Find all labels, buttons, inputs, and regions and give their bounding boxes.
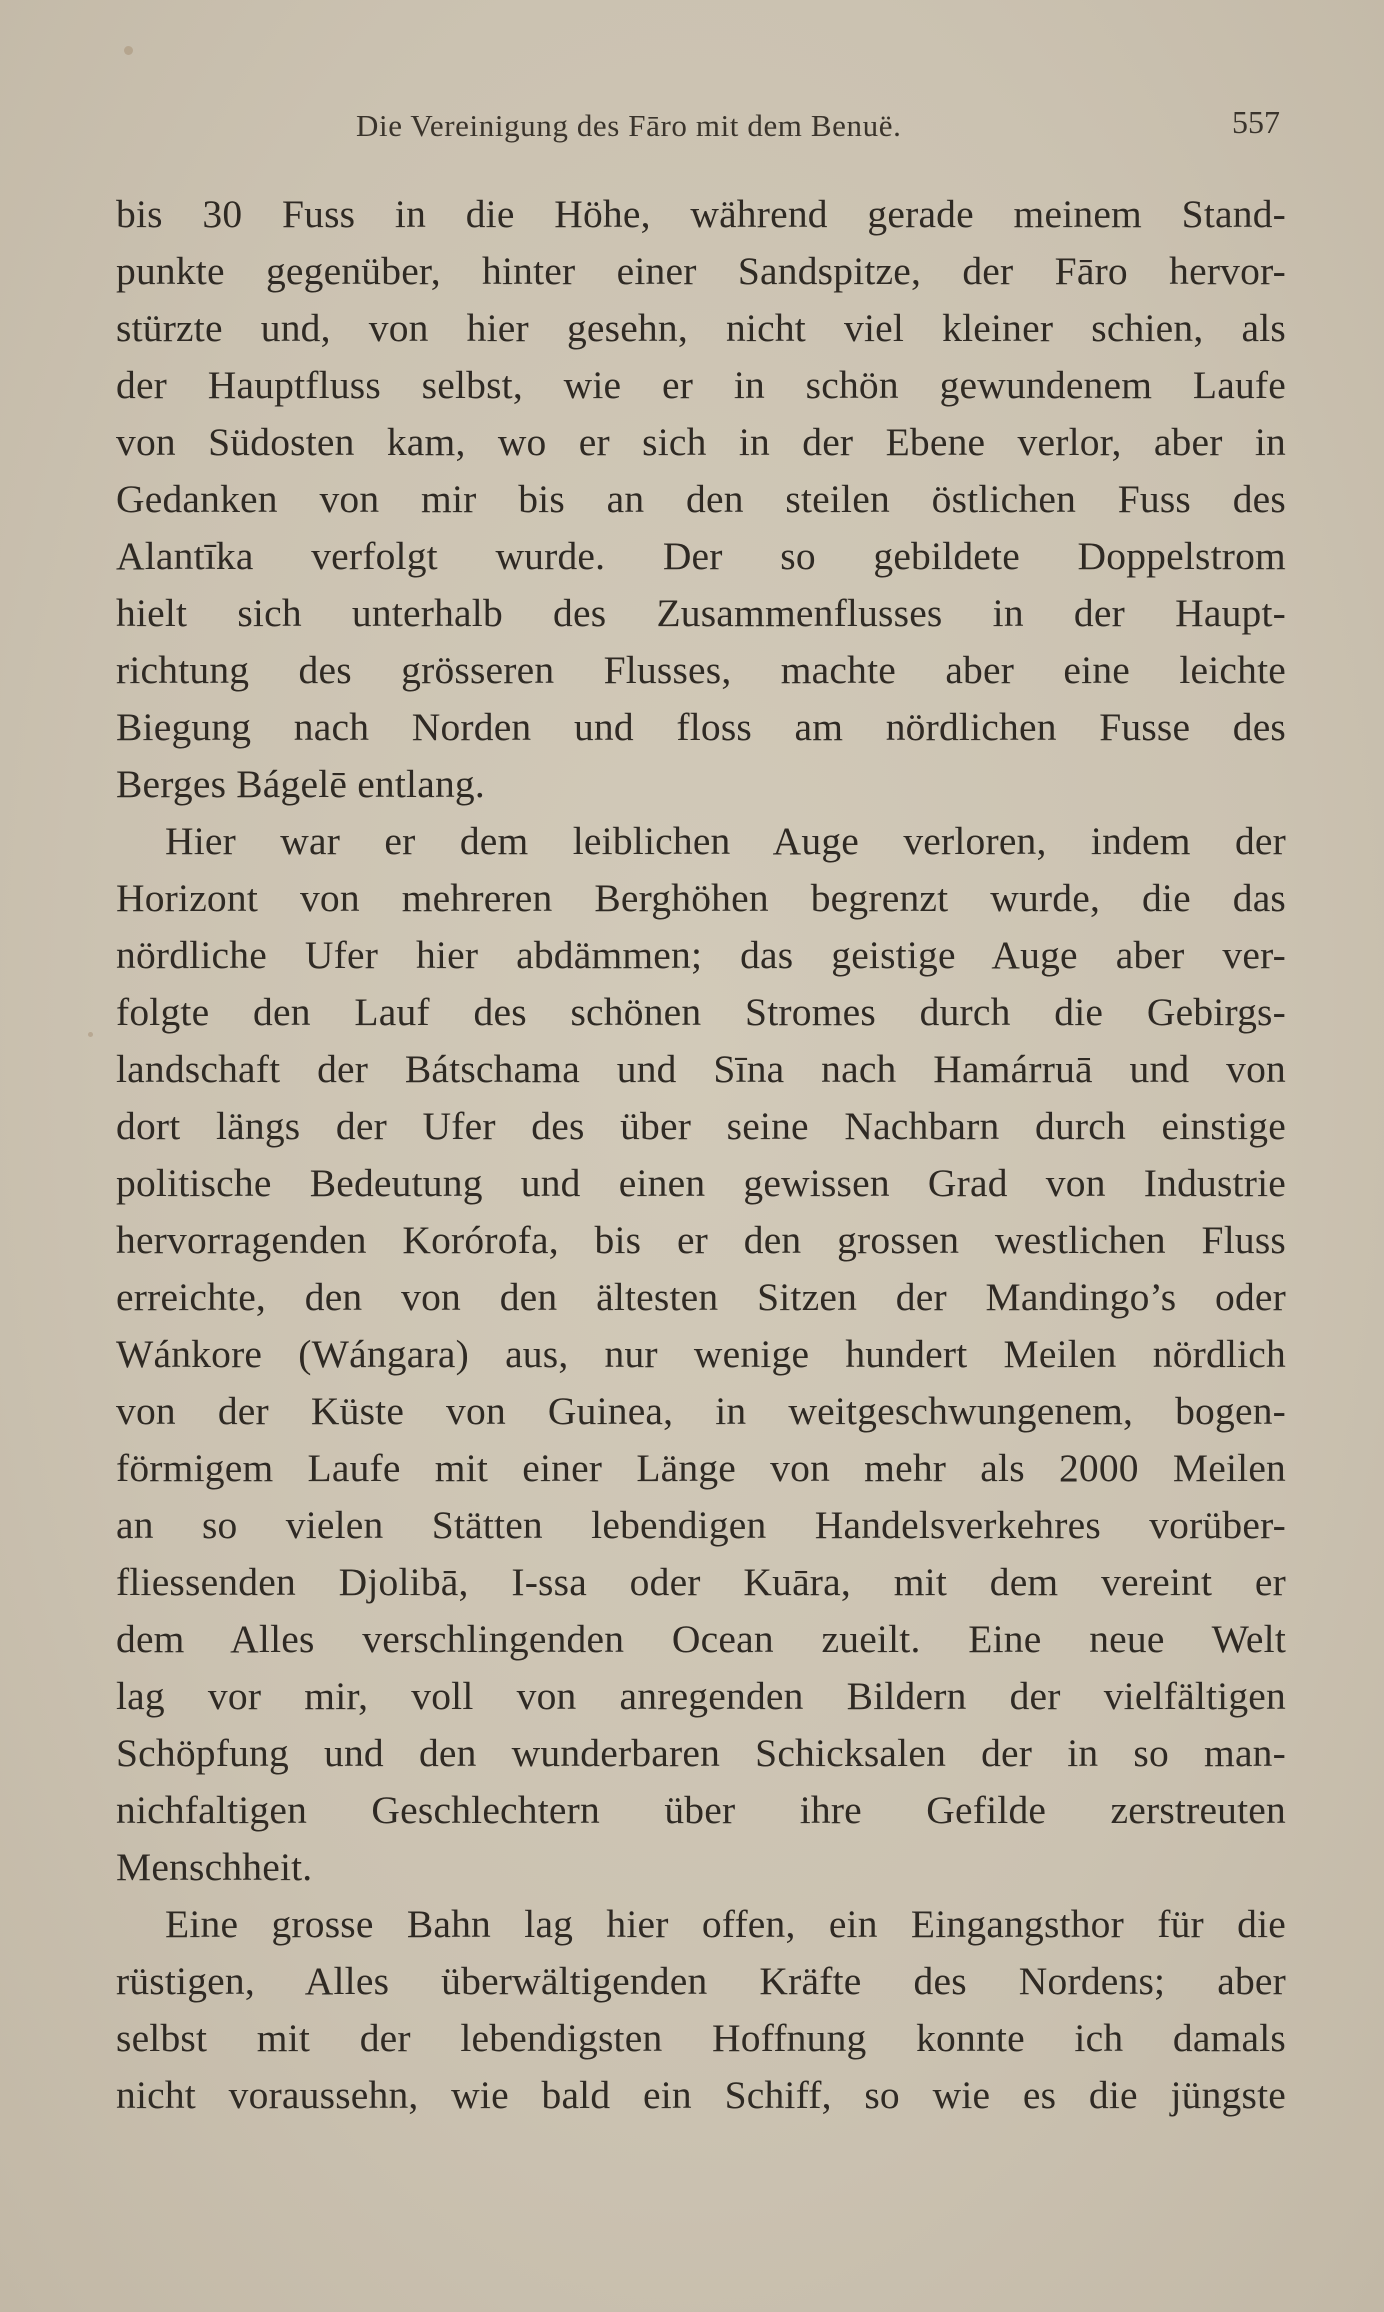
text-line: folgte den Lauf des schönen Stromes durch die Gebirgs- <box>116 990 1286 1034</box>
text-line: dort längs der Ufer des über seine Nachbarn durch einstige <box>116 1104 1286 1148</box>
text-line: hervorragenden Korórofa, bis er den grossen westlichen Fluss <box>116 1218 1286 1262</box>
ink-spot <box>124 46 133 55</box>
text-line: erreichte, den von den ältesten Sitzen der Mandingo’s oder <box>116 1275 1286 1319</box>
text-line: dem Alles verschlingenden Ocean zueilt. Eine neue Welt <box>116 1617 1286 1661</box>
text-line: richtung des grösseren Flusses, machte aber eine leichte <box>116 648 1286 692</box>
text-line: von der Küste von Guinea, in weitgeschwungenem, bogen- <box>116 1389 1286 1433</box>
text-line: Biegung nach Norden und floss am nördlichen Fusse des <box>116 705 1286 749</box>
running-head <box>116 104 1286 152</box>
text-line: stürzte und, von hier gesehn, nicht viel kleiner schien, als <box>116 306 1286 350</box>
running-title: Die Vereinigung des Fāro mit dem Benuë. <box>356 108 902 143</box>
text-line: landschaft der Bátschama und Sīna nach Hamárruā und von <box>116 1047 1286 1091</box>
text-line: der Hauptfluss selbst, wie er in schön gewundenem Laufe <box>116 363 1286 407</box>
text-line: Alantīka verfolgt wurde. Der so gebildete Doppelstrom <box>116 534 1286 578</box>
text-line: Hier war er dem leiblichen Auge verloren, indem der <box>165 819 1286 863</box>
text-line: Eine grosse Bahn lag hier offen, ein Eingangsthor für die <box>165 1902 1286 1946</box>
page-number: 557 <box>1232 104 1280 140</box>
text-line: von Südosten kam, wo er sich in der Ebene verlor, aber in <box>116 420 1286 464</box>
text-line: lag vor mir, voll von anregenden Bildern der vielfältigen <box>116 1674 1286 1718</box>
body-text <box>116 186 1286 2124</box>
text-line: Horizont von mehreren Berghöhen begrenzt wurde, die das <box>116 876 1286 920</box>
text-line: an so vielen Stätten lebendigen Handelsverkehres vorüber- <box>116 1503 1286 1547</box>
text-line: hielt sich unterhalb des Zusammenflusses in der Haupt- <box>116 591 1286 635</box>
text-line: nichfaltigen Geschlechtern über ihre Gefilde zerstreuten <box>116 1788 1286 1832</box>
text-line: nicht voraussehn, wie bald ein Schiff, so wie es die jüngste <box>116 2073 1286 2117</box>
text-line: Wánkore (Wángara) aus, nur wenige hundert Meilen nördlich <box>116 1332 1286 1376</box>
text-line: Schöpfung und den wunderbaren Schicksalen der in so man- <box>116 1731 1286 1775</box>
text-line: selbst mit der lebendigsten Hoffnung konnte ich damals <box>116 2016 1286 2060</box>
text-line: bis 30 Fuss in die Höhe, während gerade meinem Stand- <box>116 192 1286 236</box>
text-line: Menschheit. <box>116 1845 313 1889</box>
text-line: politische Bedeutung und einen gewissen Grad von Industrie <box>116 1161 1286 1205</box>
text-line: Gedanken von mir bis an den steilen östlichen Fuss des <box>116 477 1286 521</box>
text-line: rüstigen, Alles überwältigenden Kräfte des Nordens; aber <box>116 1959 1286 2003</box>
text-line: nördliche Ufer hier abdämmen; das geistige Auge aber ver- <box>116 933 1286 977</box>
text-line: fliessenden Djolibā, I-ssa oder Kuāra, mit dem vereint er <box>116 1560 1286 1604</box>
ink-spot <box>88 1032 93 1037</box>
text-line: förmigem Laufe mit einer Länge von mehr als 2000 Meilen <box>116 1446 1286 1490</box>
text-line: Berges Bágelē entlang. <box>116 762 485 806</box>
text-line: punkte gegenüber, hinter einer Sandspitze, der Fāro hervor- <box>116 249 1286 293</box>
